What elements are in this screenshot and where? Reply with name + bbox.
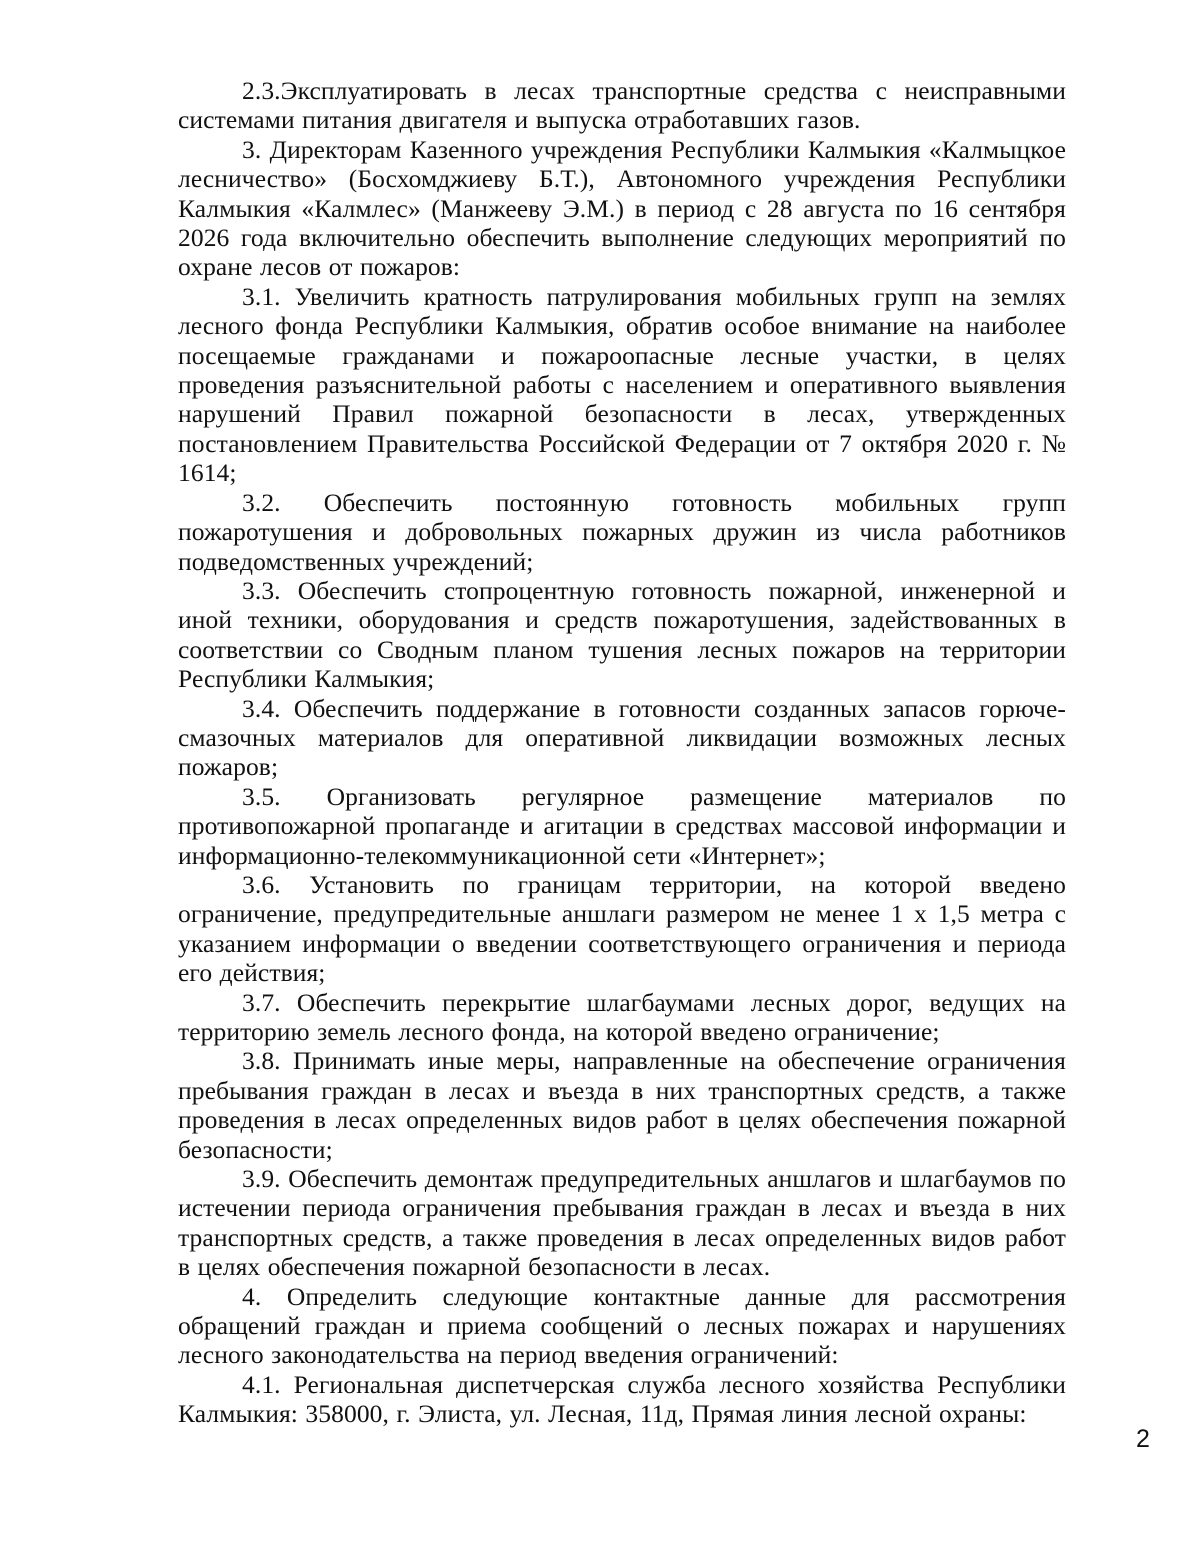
paragraph-3-4: 3.4. Обеспечить поддержание в готовности созданных запасов горюче-смазочных материалов для оперативной ликвидации возможных лесных пожаров; <box>178 693 1066 782</box>
paragraph-3-1: 3.1. Увеличить кратность патрулирования мобильных групп на землях лесного фонда Республики Калмыкия, обратив особое внимание на наиболее посещаемые гражданами и пожароопасные лесные участки, в целях проведения разъяснительной работы с населением и оперативного выявления нарушений Правил пожарной безопасности в лесах, утвержденных постановлением Правительства Российской Федерации от 7 октября 2020 г. № 1614; <box>178 281 1066 488</box>
paragraph-3-2: 3.2. Обеспечить постоянную готовность мобильных групп пожаротушения и добровольных пожарных дружин из числа работников подведомственных учреждений; <box>178 487 1066 576</box>
page-number: 2 <box>1136 1425 1150 1453</box>
paragraph-3-3: 3.3. Обеспечить стопроцентную готовность пожарной, инженерной и иной техники, оборудования и средств пожаротушения, задействованных в соответствии со Сводным планом тушения лесных пожаров на территории Республики Калмыкия; <box>178 575 1066 694</box>
paragraph-3-8: 3.8. Принимать иные меры, направленные на обеспечение ограничения пребывания граждан в лесах и въезда в них транспортных средств, а также проведения в лесах определенных видов работ в целях обеспечения пожарной безопасности; <box>178 1046 1066 1164</box>
document-body <box>178 76 1066 1429</box>
paragraph-3-5: 3.5. Организовать регулярное размещение материалов по противопожарной пропаганде и агитации в средствах массовой информации и информационно-телекоммуникационной сети «Интернет»; <box>178 781 1066 870</box>
paragraph-4: 4. Определить следующие контактные данные для рассмотрения обращений граждан и приема сообщений о лесных пожарах и нарушениях лесного законодательства на период введения ограничений: <box>178 1281 1066 1370</box>
paragraph-3-6: 3.6. Установить по границам территории, на которой введено ограничение, предупредительные аншлаги размером не менее 1 х 1,5 метра с указанием информации о введении соответствующего ограничения и периода его действия; <box>178 869 1066 988</box>
paragraph-4-1: 4.1. Региональная диспетчерская служба лесного хозяйства Республики Калмыкия: 358000, г. Элиста, ул. Лесная, 11д, Прямая линия лесной охраны: <box>178 1369 1066 1429</box>
paragraph-3: 3. Директорам Казенного учреждения Республики Калмыкия «Калмыцкое лесничество» (Босхомджиеву Б.Т.), Автономного учреждения Республики Калмыкия «Калмлес» (Манжееву Э.М.) в период с 28 августа по 16 сентября 2026 года включительно обеспечить выполнение следующих мероприятий по охране лесов от пожаров: <box>178 134 1066 282</box>
paragraph-3-9: 3.9. Обеспечить демонтаж предупредительных аншлагов и шлагбаумов по истечении периода ограничения пребывания граждан в лесах и въезда в них транспортных средств, а также проведения в лесах определенных видов работ в целях обеспечения пожарной безопасности в лесах. <box>178 1164 1066 1282</box>
paragraph-3-7: 3.7. Обеспечить перекрытие шлагбаумами лесных дорог, ведущих на территорию земель лесного фонда, на которой введено ограничение; <box>178 987 1066 1046</box>
paragraph-2-3: 2.3.Эксплуатировать в лесах транспортные средства с неисправными системами питания двигателя и выпуска отработавших газов. <box>178 76 1066 135</box>
